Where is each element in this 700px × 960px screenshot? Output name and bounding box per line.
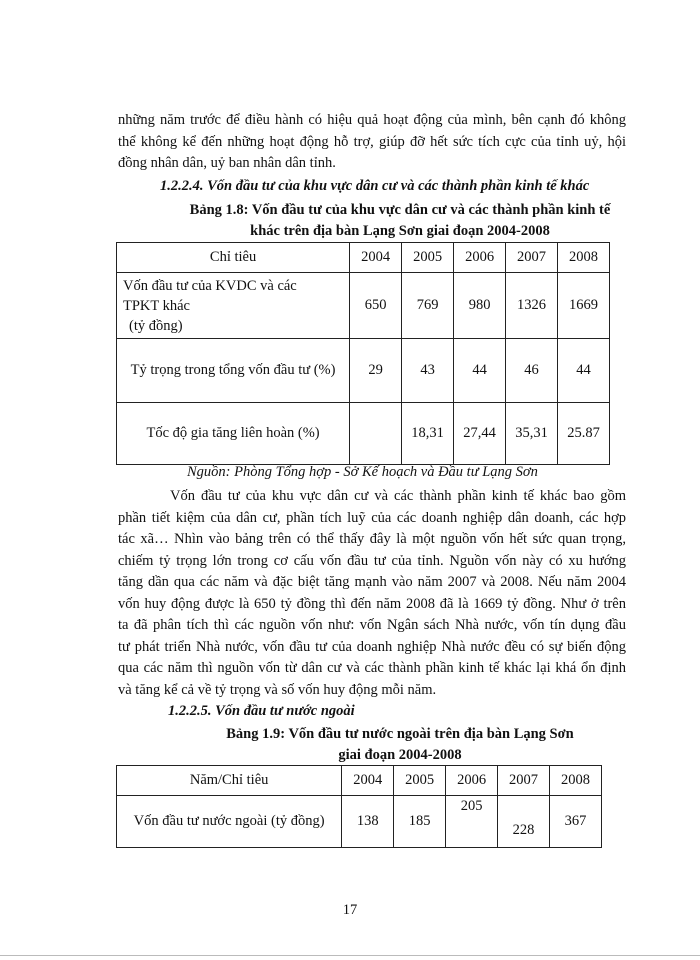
table2-caption	[180, 724, 620, 766]
table-cell: 650	[350, 273, 402, 339]
header-cell: 2007	[506, 243, 558, 273]
table-cell: 980	[454, 273, 506, 339]
table-1-8	[116, 242, 610, 465]
table-cell	[350, 403, 402, 465]
table-row	[117, 339, 610, 403]
header-cell: 2007	[498, 766, 550, 796]
text-line: ta đã phân tích thì các nguồn vốn như: vốn Ngân sách Nhà nước, vốn tín dụng đầu	[118, 617, 626, 633]
table-cell: 228	[498, 796, 550, 848]
text-line: Vốn đầu tư của khu vực dân cư và các thành phần kinh tế khác bao gồm	[170, 488, 626, 504]
text-line: đồng nhân dân, uỷ ban nhân dân tỉnh.	[118, 155, 336, 171]
table-cell: 35,31	[506, 403, 558, 465]
text-line: tác xã… Nhìn vào bảng trên có thể thấy đây là một nguồn vốn hết sức quan trọng,	[118, 531, 626, 547]
table-row	[117, 273, 610, 339]
row-label: Vốn đầu tư nước ngoài (tỷ đồng)	[117, 796, 342, 848]
row-label	[117, 273, 350, 339]
table-cell: 769	[402, 273, 454, 339]
text-line: phần tiết kiệm của dân cư, phần tích luỹ của các doanh nghiệp dân doanh, các hợp	[118, 509, 626, 526]
row-label-line: Vốn đầu tư của KVDC và các	[123, 277, 297, 294]
table-cell: 46	[506, 339, 558, 403]
table1-caption	[160, 200, 640, 242]
table-cell: 25.87	[558, 403, 610, 465]
table1-caption-line2: khác trên địa bàn Lạng Sơn giai đoạn 2004-2008	[250, 223, 550, 239]
analysis-paragraph	[118, 486, 626, 701]
header-cell: 2008	[558, 243, 610, 273]
header-cell: 2005	[402, 243, 454, 273]
row-label: Tỷ trọng trong tổng vốn đầu tư (%)	[117, 339, 350, 403]
row-label: Tốc độ gia tăng liên hoàn (%)	[117, 403, 350, 465]
table2-caption-line2: giai đoạn 2004-2008	[338, 747, 462, 763]
header-cell: 2005	[394, 766, 446, 796]
intro-paragraph	[118, 110, 626, 175]
table-cell: 27,44	[454, 403, 506, 465]
row-label-line: (tỷ đồng)	[129, 317, 183, 334]
page-number: 17	[342, 902, 358, 918]
header-cell: Chỉ tiêu	[117, 243, 350, 273]
header-cell: 2004	[350, 243, 402, 273]
table-cell: 1326	[506, 273, 558, 339]
table1-source: Nguồn: Phòng Tổng hợp - Sở Kế hoạch và Đầu tư Lạng Sơn	[187, 464, 538, 480]
table-cell: 43	[402, 339, 454, 403]
page-bottom-divider	[0, 955, 700, 956]
section-heading-1225: 1.2.2.5. Vốn đầu tư nước ngoài	[168, 703, 355, 719]
table-cell: 44	[558, 339, 610, 403]
table-header-row	[117, 243, 610, 273]
table-cell: 44	[454, 339, 506, 403]
table1-caption-line1: Bảng 1.8: Vốn đầu tư của khu vực dân cư và các thành phần kinh tế	[189, 202, 611, 218]
text-line: những năm trước để điều hành có hiệu quả hoạt động của mình, bên cạnh đó không	[118, 112, 626, 128]
table-cell: 138	[342, 796, 394, 848]
header-cell: 2006	[454, 243, 506, 273]
table-row	[117, 403, 610, 465]
header-cell: Năm/Chỉ tiêu	[117, 766, 342, 796]
text-line: và tăng kể cả về tỷ trọng và số vốn huy động mỗi năm.	[118, 681, 437, 698]
table2-caption-line1: Bảng 1.9: Vốn đầu tư nước ngoài trên địa bàn Lạng Sơn	[226, 726, 574, 742]
text-line: qua các năm thì nguồn vốn từ dân cư và các thành phần kinh tế khác lại khá ổn định	[118, 660, 626, 676]
table-cell: 205	[446, 796, 498, 848]
text-line: chiếm tỷ trọng lớn trong cơ cấu vốn đầu tư của tỉnh. Nguồn vốn này có xu hướng	[118, 552, 626, 569]
row-label-line: TPKT khác	[123, 297, 190, 314]
table-cell: 185	[394, 796, 446, 848]
table-row	[117, 796, 602, 848]
text-line: vốn huy động được là 650 tỷ đồng thì đến năm 2008 đã là 1669 tỷ đồng. Như ở trên	[118, 595, 626, 612]
text-line: tăng dần qua các năm và đặc biệt tăng mạnh vào năm 2007 và 2008. Nếu năm 2004	[118, 574, 626, 590]
header-cell: 2004	[342, 766, 394, 796]
table-1-9	[116, 765, 602, 848]
header-cell: 2006	[446, 766, 498, 796]
table-cell: 367	[549, 796, 601, 848]
table-cell: 29	[350, 339, 402, 403]
table-header-row	[117, 766, 602, 796]
header-cell: 2008	[549, 766, 601, 796]
text-line: tư phát triển Nhà nước, vốn đầu tư của doanh nghiệp Nhà nước đều có sự biến động	[118, 638, 626, 655]
table-cell: 1669	[558, 273, 610, 339]
text-line: thể không kể đến những hoạt động hỗ trợ, giúp đỡ hết sức tích cực của tỉnh uỷ, hội	[118, 133, 626, 150]
table-cell: 18,31	[402, 403, 454, 465]
section-heading-1224: 1.2.2.4. Vốn đầu tư của khu vực dân cư và các thành phần kinh tế khác	[160, 178, 590, 194]
